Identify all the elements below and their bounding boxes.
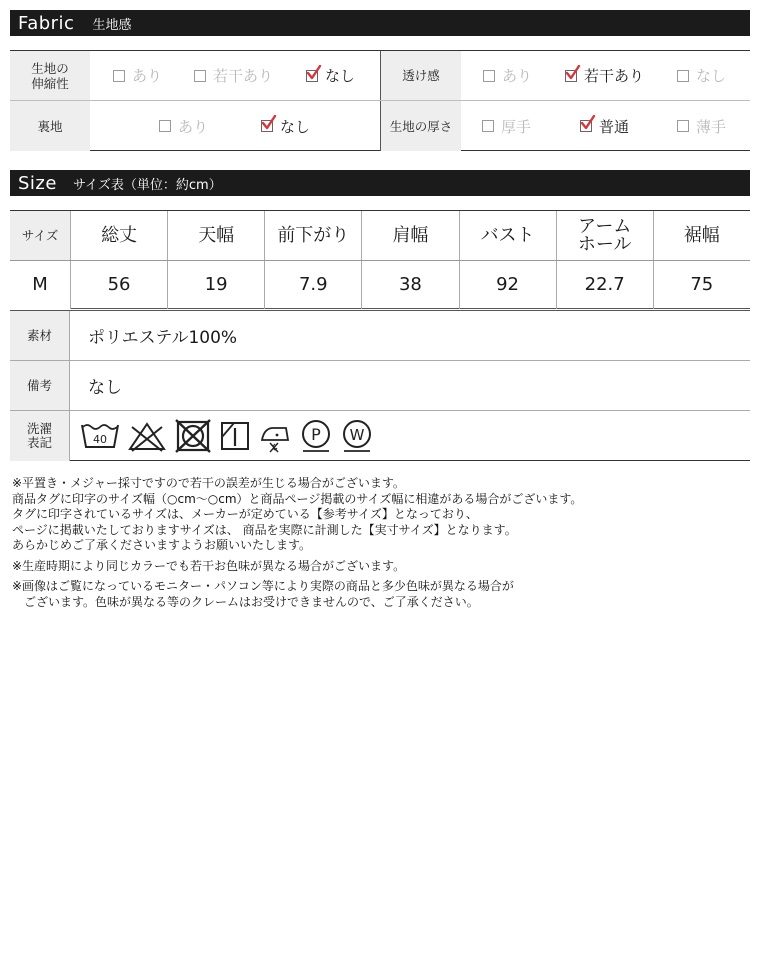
table-cell: 92: [459, 261, 556, 309]
column-header: 前下がり: [264, 211, 361, 260]
stretch-label: [10, 51, 90, 100]
note-line: 商品タグに印字のサイズ幅（○cm〜○cm）と商品ページ掲載のサイズ幅に相違がある場合がございます。: [12, 491, 583, 506]
stretch-option-yes[interactable]: [113, 51, 162, 100]
stretch-label-line1: 生地の: [31, 60, 69, 76]
sheer-label: 透け感: [381, 51, 461, 100]
checkbox-icon[interactable]: [194, 70, 206, 82]
checkbox-icon[interactable]: [565, 70, 577, 82]
size-header-bar: [10, 170, 750, 196]
column-header-line1: アーム: [577, 215, 632, 237]
option-label: なし: [696, 67, 727, 85]
option-label: 普通: [599, 117, 630, 136]
care-row: [10, 411, 750, 461]
remarks-label: 備考: [10, 361, 70, 410]
checkbox-icon[interactable]: [483, 70, 495, 82]
care-label: [10, 411, 70, 461]
care-label-line2: 表記: [26, 435, 52, 450]
checkmark-icon: [565, 65, 581, 81]
note-line: ※平置き・メジャー採寸ですので若干の誤差が生じる場合がございます。: [12, 476, 405, 490]
fabric-table: [10, 50, 750, 151]
table-cell: 38: [361, 261, 458, 309]
thickness-option-thin[interactable]: [677, 101, 726, 151]
lining-option-yes[interactable]: [159, 101, 208, 151]
checkbox-icon[interactable]: [677, 70, 689, 82]
size-table: [10, 210, 750, 311]
sheer-cell: [381, 51, 750, 100]
thickness-label: 生地の厚さ: [381, 101, 461, 151]
fabric-row: [10, 101, 750, 151]
sheer-option-slight[interactable]: [565, 51, 644, 100]
sheer-option-none[interactable]: [677, 51, 726, 100]
size-table-header: [10, 211, 750, 261]
size-subtitle: サイズ表（単位：約cm）: [72, 177, 222, 193]
note-line: あらかじめご了承くださいますようお願いいたします。: [12, 538, 312, 552]
info-table: [10, 311, 750, 461]
note-line: タグに印字されているサイズは、メーカーが定めている【参考サイズ】となっており、: [12, 507, 478, 521]
thickness-cell: [381, 101, 750, 151]
material-value: ポリエステル100%: [88, 328, 238, 348]
sheer-option-yes[interactable]: [483, 51, 532, 100]
wet-clean-w-icon: [340, 419, 374, 453]
lining-cell: [10, 101, 381, 151]
fabric-title: Fabric: [18, 12, 75, 34]
option-label: 薄手: [696, 117, 727, 136]
checkbox-icon[interactable]: [159, 120, 171, 132]
table-cell: 56: [70, 261, 167, 309]
table-cell: 75: [653, 261, 750, 309]
column-header: 肩幅: [361, 211, 458, 260]
table-cell: 22.7: [556, 261, 653, 309]
column-header: バスト: [459, 211, 556, 260]
checkbox-icon[interactable]: [113, 70, 125, 82]
dry-clean-letter: P: [311, 425, 321, 444]
iron-low-icon: [258, 419, 292, 453]
stretch-label-line2: 伸縮性: [31, 75, 69, 91]
size-label: M: [10, 261, 70, 309]
table-cell: 19: [167, 261, 264, 309]
option-label: なし: [280, 117, 311, 136]
checkmark-icon: [306, 65, 322, 81]
stretch-cell: [10, 51, 381, 100]
remarks-row: [10, 361, 750, 411]
checkbox-icon[interactable]: [482, 120, 494, 132]
table-row: [10, 261, 750, 309]
dry-clean-p-icon: [299, 419, 333, 453]
option-label: 若干あり: [584, 67, 645, 85]
option-label: あり: [178, 117, 209, 136]
material-row: [10, 311, 750, 361]
thickness-option-thick[interactable]: [482, 101, 531, 151]
checkbox-icon[interactable]: [677, 120, 689, 132]
size-corner: サイズ: [10, 211, 70, 260]
checkmark-icon: [261, 115, 277, 131]
notes: [12, 476, 752, 610]
note-line: ページに掲載いたしておりますサイズは、 商品を実際に計測した【実寸サイズ】となります。: [12, 522, 517, 537]
option-label: なし: [325, 67, 356, 85]
line-dry-shade-icon: [219, 419, 251, 453]
material-label: 素材: [10, 311, 70, 360]
no-tumble-dry-icon: [174, 419, 212, 453]
column-header: 総丈: [70, 211, 167, 260]
option-label: 若干あり: [213, 67, 274, 85]
option-label: 厚手: [501, 117, 532, 136]
care-label-line1: 洗濯: [26, 421, 52, 436]
note-line: ※画像はご覧になっているモニター・パソコン等により実際の商品と多少色味が異なる場合が: [12, 579, 514, 593]
remarks-value: なし: [88, 378, 122, 398]
option-label: あり: [132, 67, 163, 85]
thickness-option-normal[interactable]: [580, 101, 629, 151]
care-icons: [70, 411, 374, 461]
column-header: 天幅: [167, 211, 264, 260]
lining-option-none[interactable]: [261, 101, 310, 151]
note-line: ございます。色味が異なる等のクレームはお受けできませんので、ご了承ください。: [12, 594, 479, 609]
fabric-row: [10, 51, 750, 101]
column-header: 裾幅: [653, 211, 750, 260]
checkbox-icon[interactable]: [580, 120, 592, 132]
wet-clean-letter: W: [349, 426, 365, 444]
lining-label: 裏地: [10, 101, 90, 151]
checkmark-icon: [580, 115, 596, 131]
column-header: [556, 211, 653, 260]
wash-40-icon: [80, 419, 120, 453]
fabric-subtitle: 生地感: [92, 17, 132, 33]
column-header-line2: ホール: [577, 233, 632, 255]
stretch-option-slight[interactable]: [194, 51, 273, 100]
no-bleach-icon: [127, 419, 167, 453]
stretch-option-none[interactable]: [306, 51, 355, 100]
checkbox-icon[interactable]: [261, 120, 273, 132]
option-label: あり: [502, 67, 533, 85]
wash-temp: 40: [93, 433, 107, 446]
size-title: Size: [18, 172, 57, 194]
note-line: ※生産時期により同じカラーでも若干お色味が異なる場合がございます。: [12, 558, 406, 573]
checkbox-icon[interactable]: [306, 70, 318, 82]
fabric-header-bar: [10, 10, 750, 36]
table-cell: 7.9: [264, 261, 361, 309]
